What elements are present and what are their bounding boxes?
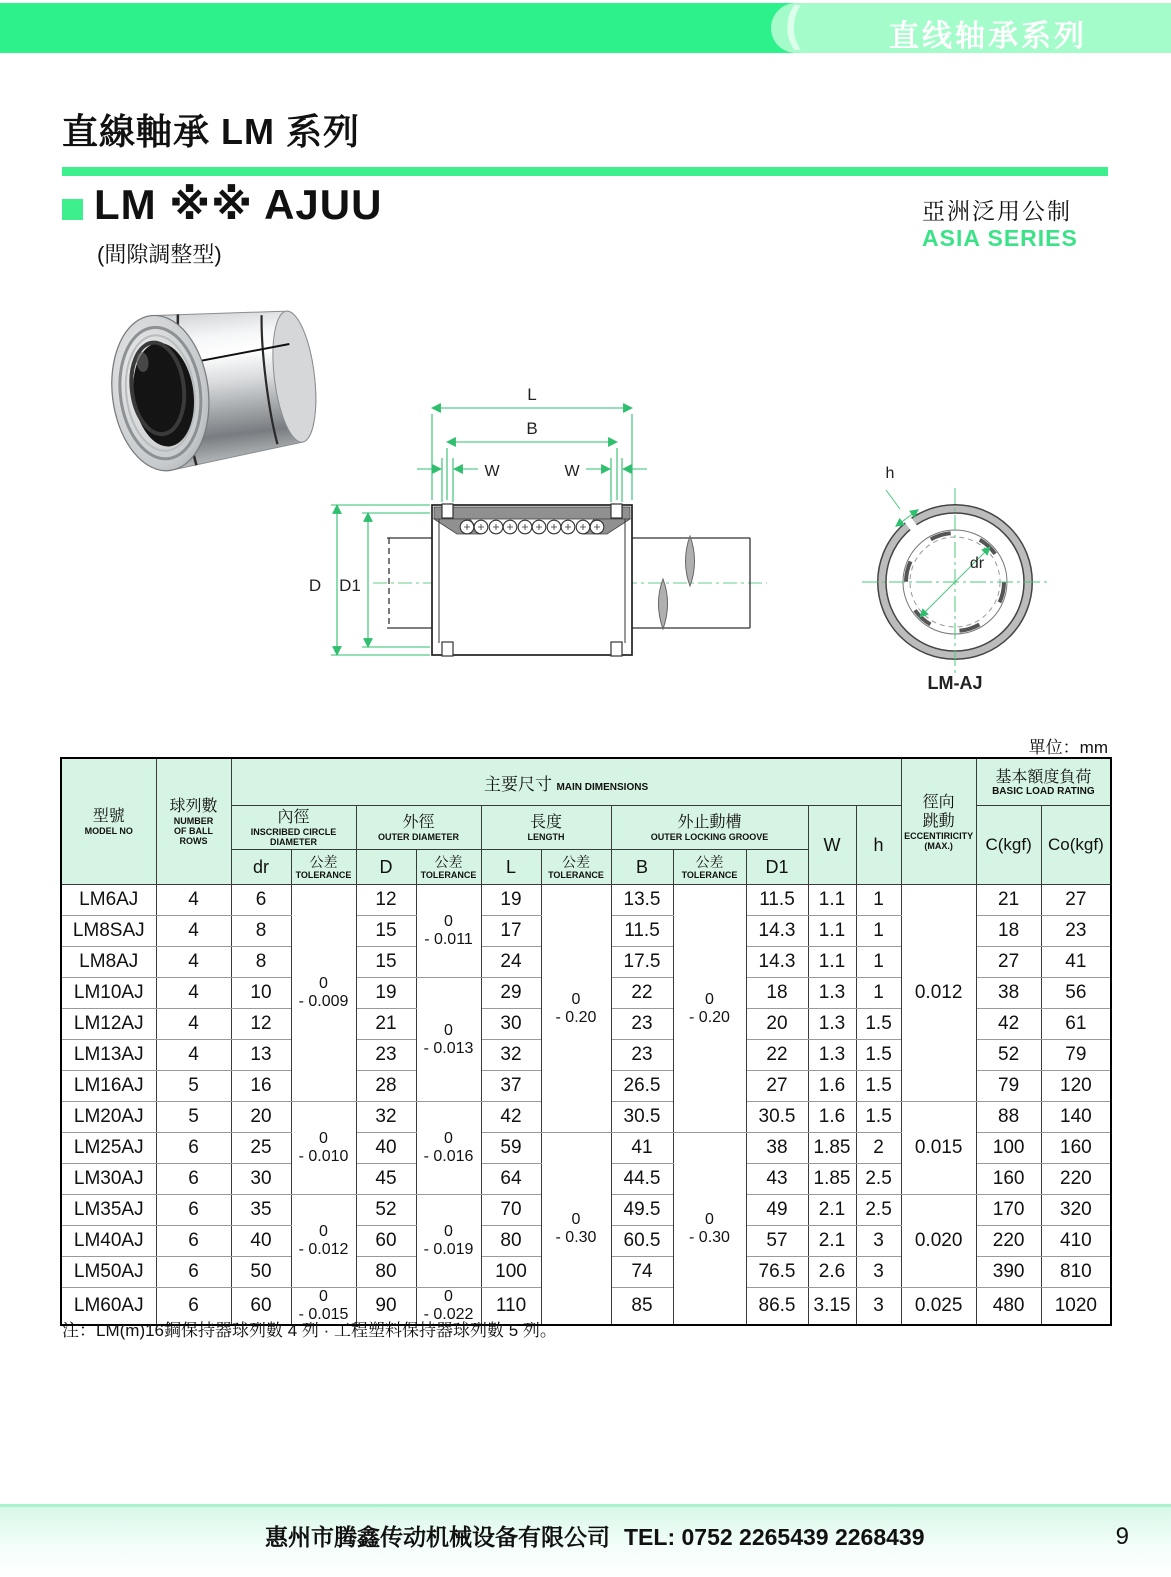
table-cell-B: 60.5 (611, 1226, 673, 1257)
table-cell-dr: 35 (231, 1195, 291, 1226)
table-cell-C: 52 (976, 1040, 1041, 1071)
dim-label-L: L (527, 385, 537, 404)
table-cell-L: 19 (481, 885, 541, 916)
product-code: LM ※※ AJUU (94, 181, 383, 228)
header-L-tolerance: 公差 TOLERANCE (541, 850, 611, 885)
table-cell-C: 27 (976, 947, 1041, 978)
table-cell-ecc: 0.015 (901, 1102, 976, 1195)
table-cell-D1: 57 (746, 1226, 808, 1257)
header-dr: dr (231, 850, 291, 885)
table-cell-dr: 12 (231, 1009, 291, 1040)
table-cell-B: 11.5 (611, 916, 673, 947)
table-cell-C: 18 (976, 916, 1041, 947)
table-cell-D1: 30.5 (746, 1102, 808, 1133)
table-cell-ball_rows: 5 (156, 1102, 231, 1133)
table-cell-model: LM10AJ (61, 978, 156, 1009)
table-cell-D: 52 (356, 1195, 416, 1226)
table-cell-ball_rows: 5 (156, 1071, 231, 1102)
table-cell-W: 2.6 (808, 1257, 856, 1288)
table-cell-W: 2.1 (808, 1195, 856, 1226)
dim-label-B: B (526, 419, 538, 438)
table-cell-dr: 13 (231, 1040, 291, 1071)
table-cell-D: 60 (356, 1226, 416, 1257)
table-cell-D: 90 (356, 1288, 416, 1326)
table-cell-h: 1 (856, 947, 901, 978)
table-cell-Co: 160 (1041, 1133, 1111, 1164)
table-cell-W: 1.6 (808, 1102, 856, 1133)
dim-label-W-right: W (564, 463, 580, 480)
table-cell-D1: 49 (746, 1195, 808, 1226)
table-cell-C: 38 (976, 978, 1041, 1009)
table-cell-ball_rows: 6 (156, 1288, 231, 1326)
table-cell-L: 29 (481, 978, 541, 1009)
table-cell-ecc: 0.025 (901, 1288, 976, 1326)
table-cell-dr: 16 (231, 1071, 291, 1102)
table-cell-D1: 86.5 (746, 1288, 808, 1326)
header-eccentricity: 徑向 跳動 ECCENTIRICITY (MAX.) (901, 758, 976, 885)
dim-label-D1: D1 (339, 576, 361, 595)
table-cell-D: 32 (356, 1102, 416, 1133)
header-outer-diameter: 外徑 OUTER DIAMETER (356, 806, 481, 850)
table-cell-Co: 41 (1041, 947, 1111, 978)
header-dr-tolerance: 公差 TOLERANCE (291, 850, 356, 885)
end-view-caption: LM-AJ (927, 673, 983, 693)
table-cell-L: 70 (481, 1195, 541, 1226)
table-cell-dr: 25 (231, 1133, 291, 1164)
table-cell-dr: 30 (231, 1164, 291, 1195)
footer-company-line (265, 1519, 939, 1552)
table-cell-W: 1.1 (808, 916, 856, 947)
table-cell-ball_rows: 4 (156, 947, 231, 978)
table-cell-D1: 43 (746, 1164, 808, 1195)
table-cell-C: 170 (976, 1195, 1041, 1226)
table-cell-D1: 14.3 (746, 947, 808, 978)
table-cell-dr_tol: 0 - 0.009 (291, 885, 356, 1102)
series-banner-title: 直线轴承系列 (889, 20, 1087, 53)
cross-section-diagram (295, 380, 785, 685)
table-cell-C: 220 (976, 1226, 1041, 1257)
dim-label-W-left: W (484, 463, 500, 480)
table-cell-dr: 8 (231, 916, 291, 947)
table-cell-ball_rows: 4 (156, 978, 231, 1009)
table-cell-Co: 810 (1041, 1257, 1111, 1288)
table-cell-W: 1.85 (808, 1164, 856, 1195)
table-cell-B: 17.5 (611, 947, 673, 978)
table-cell-ball_rows: 6 (156, 1133, 231, 1164)
table-cell-B: 23 (611, 1040, 673, 1071)
table-cell-model: LM6AJ (61, 885, 156, 916)
table-cell-D_tol: 0 - 0.013 (416, 978, 481, 1102)
table-cell-model: LM8AJ (61, 947, 156, 978)
table-cell-C: 88 (976, 1102, 1041, 1133)
table-cell-ball_rows: 6 (156, 1164, 231, 1195)
table-cell-D: 23 (356, 1040, 416, 1071)
table-cell-B: 22 (611, 978, 673, 1009)
table-cell-D: 19 (356, 978, 416, 1009)
table-cell-L: 80 (481, 1226, 541, 1257)
dim-label-D: D (308, 576, 322, 595)
table-cell-ball_rows: 4 (156, 916, 231, 947)
header-inner-diameter: 內徑 INSCRIBED CIRCLE DIAMETER (231, 806, 356, 850)
header-B: B (611, 850, 673, 885)
header-D: D (356, 850, 416, 885)
spec-table (60, 757, 1112, 1326)
table-cell-dr: 10 (231, 978, 291, 1009)
table-cell-dr_tol: 0 - 0.010 (291, 1102, 356, 1195)
shaft-break-lower (659, 579, 668, 629)
table-cell-D1: 76.5 (746, 1257, 808, 1288)
table-cell-W: 1.1 (808, 885, 856, 916)
header-locking-groove: 外止動槽 OUTER LOCKING GROOVE (611, 806, 808, 850)
table-cell-h: 3 (856, 1288, 901, 1326)
table-cell-h: 3 (856, 1226, 901, 1257)
table-cell-h: 1.5 (856, 1040, 901, 1071)
table-cell-model: LM8SAJ (61, 916, 156, 947)
table-cell-B: 30.5 (611, 1102, 673, 1133)
header-load-rating: 基本額度負荷 BASIC LOAD RATING (976, 758, 1111, 806)
header-D1: D1 (746, 850, 808, 885)
table-cell-D: 45 (356, 1164, 416, 1195)
table-cell-D: 40 (356, 1133, 416, 1164)
table-cell-Co: 120 (1041, 1071, 1111, 1102)
table-cell-L: 37 (481, 1071, 541, 1102)
page-footer (0, 1504, 1171, 1577)
table-cell-D: 12 (356, 885, 416, 916)
table-cell-Co: 410 (1041, 1226, 1111, 1257)
table-cell-B_tol: 0 - 0.20 (673, 885, 746, 1133)
table-cell-h: 2.5 (856, 1164, 901, 1195)
table-cell-ball_rows: 6 (156, 1195, 231, 1226)
units-label: 單位：mm (1028, 738, 1108, 757)
header-Co: Co(kgf) (1041, 806, 1111, 885)
table-cell-D_tol: 0 - 0.019 (416, 1195, 481, 1288)
table-cell-ball_rows: 4 (156, 885, 231, 916)
banner-paren-decoration: ( (785, 0, 801, 51)
header-W: W (808, 806, 856, 885)
table-cell-model: LM12AJ (61, 1009, 156, 1040)
page-title: 直線軸承 LM 系列 (62, 111, 360, 152)
table-cell-Co: 140 (1041, 1102, 1111, 1133)
table-cell-Co: 320 (1041, 1195, 1111, 1226)
table-cell-model: LM16AJ (61, 1071, 156, 1102)
region-label-cn: 亞洲泛用公制 (922, 198, 1072, 224)
table-cell-L_tol: 0 - 0.30 (541, 1133, 611, 1326)
table-cell-W: 1.3 (808, 978, 856, 1009)
footer-tel: TEL: 0752 2265439 2268439 (624, 1524, 925, 1550)
table-cell-h: 1.5 (856, 1071, 901, 1102)
table-cell-Co: 1020 (1041, 1288, 1111, 1326)
table-cell-D_tol: 0 - 0.011 (416, 885, 481, 978)
table-cell-L_tol: 0 - 0.20 (541, 885, 611, 1133)
table-cell-L: 100 (481, 1257, 541, 1288)
table-cell-model: LM35AJ (61, 1195, 156, 1226)
table-cell-Co: 23 (1041, 916, 1111, 947)
table-cell-dr_tol: 0 - 0.012 (291, 1195, 356, 1288)
table-cell-h: 1.5 (856, 1009, 901, 1040)
table-cell-Co: 79 (1041, 1040, 1111, 1071)
shaft-break-upper (686, 536, 695, 586)
table-cell-L: 42 (481, 1102, 541, 1133)
table-row (61, 885, 1111, 916)
header-B-tolerance: 公差 TOLERANCE (673, 850, 746, 885)
table-cell-D1: 11.5 (746, 885, 808, 916)
table-cell-Co: 220 (1041, 1164, 1111, 1195)
table-cell-ball_rows: 4 (156, 1009, 231, 1040)
table-cell-model: LM40AJ (61, 1226, 156, 1257)
table-cell-dr: 6 (231, 885, 291, 916)
table-cell-dr: 8 (231, 947, 291, 978)
header-L: L (481, 850, 541, 885)
table-cell-B: 13.5 (611, 885, 673, 916)
table-cell-C: 79 (976, 1071, 1041, 1102)
header-main-dimensions: 主要尺寸 MAIN DIMENSIONS (231, 758, 901, 806)
table-cell-h: 3 (856, 1257, 901, 1288)
table-cell-h: 1 (856, 916, 901, 947)
table-cell-W: 1.6 (808, 1071, 856, 1102)
table-cell-D1: 18 (746, 978, 808, 1009)
table-cell-D: 80 (356, 1257, 416, 1288)
table-cell-L: 17 (481, 916, 541, 947)
table-cell-L: 110 (481, 1288, 541, 1326)
table-cell-L: 30 (481, 1009, 541, 1040)
table-cell-C: 390 (976, 1257, 1041, 1288)
table-cell-D1: 20 (746, 1009, 808, 1040)
table-cell-ecc: 0.020 (901, 1195, 976, 1288)
header-ball-rows: 球列數 NUMBER OF BALL ROWS (156, 758, 231, 885)
page-number: 9 (1115, 1523, 1129, 1550)
table-cell-ball_rows: 6 (156, 1226, 231, 1257)
spec-table-container (60, 757, 1112, 1326)
table-cell-D1: 22 (746, 1040, 808, 1071)
table-cell-W: 3.15 (808, 1288, 856, 1326)
table-cell-h: 1 (856, 885, 901, 916)
table-cell-Co: 56 (1041, 978, 1111, 1009)
table-cell-h: 2.5 (856, 1195, 901, 1226)
table-cell-B: 44.5 (611, 1164, 673, 1195)
table-cell-model: LM20AJ (61, 1102, 156, 1133)
table-cell-dr: 50 (231, 1257, 291, 1288)
table-cell-dr: 40 (231, 1226, 291, 1257)
table-cell-model: LM13AJ (61, 1040, 156, 1071)
region-label-en: ASIA SERIES (922, 225, 1078, 251)
table-cell-dr: 20 (231, 1102, 291, 1133)
dim-label-h: h (885, 465, 895, 482)
product-type-note: (間隙調整型) (97, 242, 222, 267)
table-footnote: 注：LM(m)16鋼保持器球列數 4 列 · 工程塑料保持器球列數 5 列。 (62, 1321, 557, 1340)
spec-table-body (61, 885, 1111, 1326)
table-cell-model: LM60AJ (61, 1288, 156, 1326)
end-view-diagram (850, 430, 1100, 700)
table-cell-model: LM50AJ (61, 1257, 156, 1288)
table-cell-dr_tol: 0 - 0.015 (291, 1288, 356, 1326)
header-D-tolerance: 公差 TOLERANCE (416, 850, 481, 885)
footer-company: 惠州市腾鑫传动机械设备有限公司 (265, 1524, 610, 1550)
table-cell-h: 1.5 (856, 1102, 901, 1133)
table-cell-B_tol: 0 - 0.30 (673, 1133, 746, 1326)
table-cell-W: 1.85 (808, 1133, 856, 1164)
table-cell-L: 32 (481, 1040, 541, 1071)
table-cell-B: 49.5 (611, 1195, 673, 1226)
table-cell-W: 1.3 (808, 1040, 856, 1071)
table-cell-D: 15 (356, 916, 416, 947)
dim-label-dr: dr (969, 555, 985, 572)
table-cell-D_tol: 0 - 0.016 (416, 1102, 481, 1195)
table-cell-ball_rows: 4 (156, 1040, 231, 1071)
table-cell-D1: 27 (746, 1071, 808, 1102)
table-cell-W: 1.3 (808, 1009, 856, 1040)
table-cell-B: 74 (611, 1257, 673, 1288)
table-cell-h: 2 (856, 1133, 901, 1164)
table-cell-L: 64 (481, 1164, 541, 1195)
table-cell-C: 160 (976, 1164, 1041, 1195)
table-cell-Co: 27 (1041, 885, 1111, 916)
table-cell-D: 15 (356, 947, 416, 978)
table-cell-C: 21 (976, 885, 1041, 916)
header-length: 長度 LENGTH (481, 806, 611, 850)
top-banner (0, 0, 1171, 53)
table-cell-B: 85 (611, 1288, 673, 1326)
table-cell-ecc: 0.012 (901, 885, 976, 1102)
header-h: h (856, 806, 901, 885)
table-cell-B: 41 (611, 1133, 673, 1164)
table-cell-L: 59 (481, 1133, 541, 1164)
table-cell-C: 42 (976, 1009, 1041, 1040)
table-cell-dr: 60 (231, 1288, 291, 1326)
header-C: C(kgf) (976, 806, 1041, 885)
table-cell-W: 1.1 (808, 947, 856, 978)
top-banner-tab (771, 0, 1171, 53)
title-underline (62, 167, 1108, 176)
table-cell-D1: 38 (746, 1133, 808, 1164)
table-cell-D_tol: 0 - 0.022 (416, 1288, 481, 1326)
table-cell-h: 1 (856, 978, 901, 1009)
table-cell-C: 480 (976, 1288, 1041, 1326)
bearing-photo-group (103, 297, 323, 477)
spec-table-header (61, 758, 1111, 885)
table-cell-L: 24 (481, 947, 541, 978)
table-cell-Co: 61 (1041, 1009, 1111, 1040)
section-bullet-square (62, 199, 83, 220)
table-cell-D: 21 (356, 1009, 416, 1040)
table-cell-B: 26.5 (611, 1071, 673, 1102)
table-cell-W: 2.1 (808, 1226, 856, 1257)
table-cell-D: 28 (356, 1071, 416, 1102)
table-cell-model: LM25AJ (61, 1133, 156, 1164)
table-cell-D1: 14.3 (746, 916, 808, 947)
table-cell-ball_rows: 6 (156, 1257, 231, 1288)
table-cell-C: 100 (976, 1133, 1041, 1164)
table-cell-B: 23 (611, 1009, 673, 1040)
header-model: 型號 MODEL NO (61, 758, 156, 885)
table-cell-model: LM30AJ (61, 1164, 156, 1195)
